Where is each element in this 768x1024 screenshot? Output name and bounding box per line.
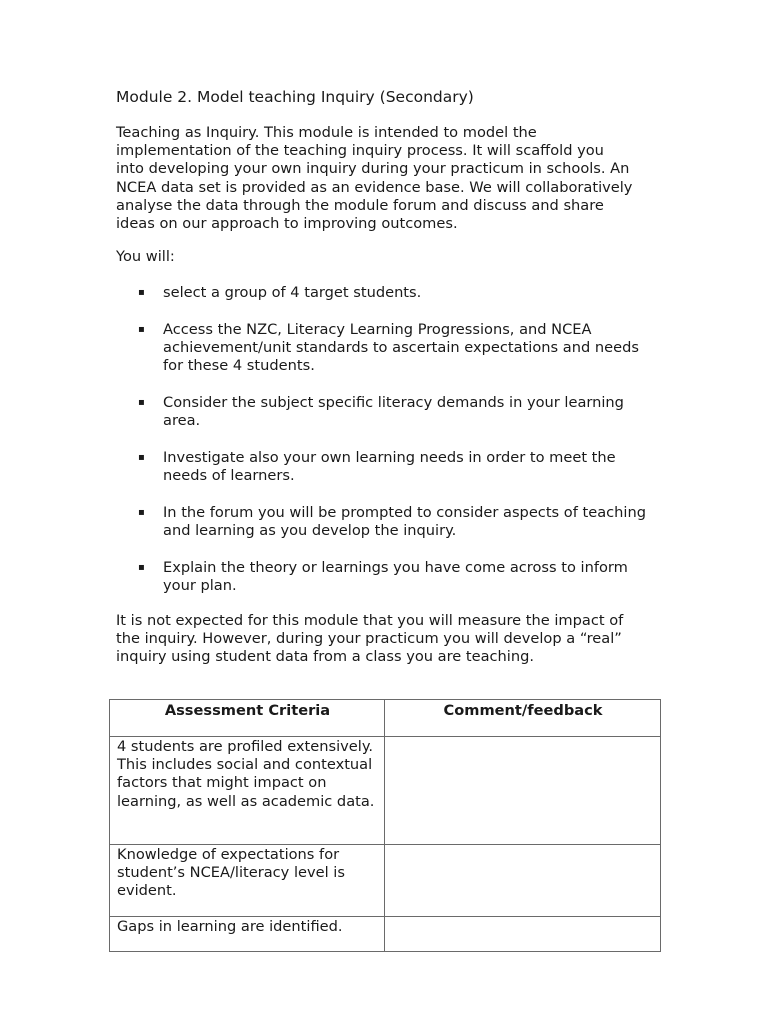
list-item-text: Investigate also your own learning needs in order to meet the needs of learners. [163, 448, 616, 484]
intro-paragraph: Teaching as Inquiry. This module is intended to model the implementation of the teaching inquiry process. It will scaffold you into developing your own inquiry during your practicum in schools. An NCEA data set is provided as an evidence base. We will collaboratively analyse the data through the module forum and discuss and share ideas on our approach to improving outcomes. [116, 124, 633, 233]
closing-paragraph: It is not expected for this module that you will measure the impact of the inquiry. However, during your practicum you will develop a “real” inquiry using student data from a class you are teaching. [116, 612, 624, 666]
list-item-text: select a group of 4 target students. [163, 284, 422, 301]
table-row [110, 917, 661, 952]
bullet-icon: ▪ [138, 287, 145, 298]
table-row [110, 737, 661, 845]
criteria-cell: Knowledge of expectations for student’s NCEA/literacy level is evident. [110, 845, 385, 917]
bullet-icon: ▪ [138, 396, 145, 408]
list-item-text: Access the NZC, Literacy Learning Progressions, and NCEA achievement/unit standards to ascertain expectations and needs for these 4 students. [163, 320, 639, 375]
list-item [116, 559, 656, 595]
bullet-icon: ▪ [138, 323, 145, 335]
feedback-cell [385, 845, 661, 917]
feedback-cell [385, 917, 661, 952]
you-will-heading: You will: [116, 248, 175, 265]
criteria-cell: Gaps in learning are identified. [110, 917, 385, 952]
assessment-table [109, 699, 661, 952]
column-header-criteria: Assessment Criteria [110, 700, 385, 737]
column-header-feedback: Comment/feedback [385, 700, 661, 737]
list-item-text: Consider the subject specific literacy demands in your learning area. [163, 393, 624, 430]
bullet-icon: ▪ [138, 506, 145, 518]
list-item [116, 504, 656, 540]
criteria-cell: 4 students are profiled extensively. This includes social and contextual factors that might impact on learning, as well as academic data. [110, 737, 385, 845]
list-item-text: In the forum you will be prompted to consider aspects of teaching and learning as you develop the inquiry. [163, 503, 646, 539]
table-row [110, 845, 661, 917]
list-item [116, 449, 656, 485]
list-item [116, 394, 656, 430]
table-header-row [110, 700, 661, 737]
bullet-icon: ▪ [138, 561, 145, 573]
list-item [116, 321, 656, 376]
list-item-text: Explain the theory or learnings you have come across to inform your plan. [163, 558, 628, 594]
feedback-cell [385, 737, 661, 845]
bullet-icon: ▪ [138, 451, 145, 463]
task-list [116, 284, 656, 613]
list-item [116, 284, 656, 302]
page-title: Module 2. Model teaching Inquiry (Secondary) [116, 88, 474, 106]
